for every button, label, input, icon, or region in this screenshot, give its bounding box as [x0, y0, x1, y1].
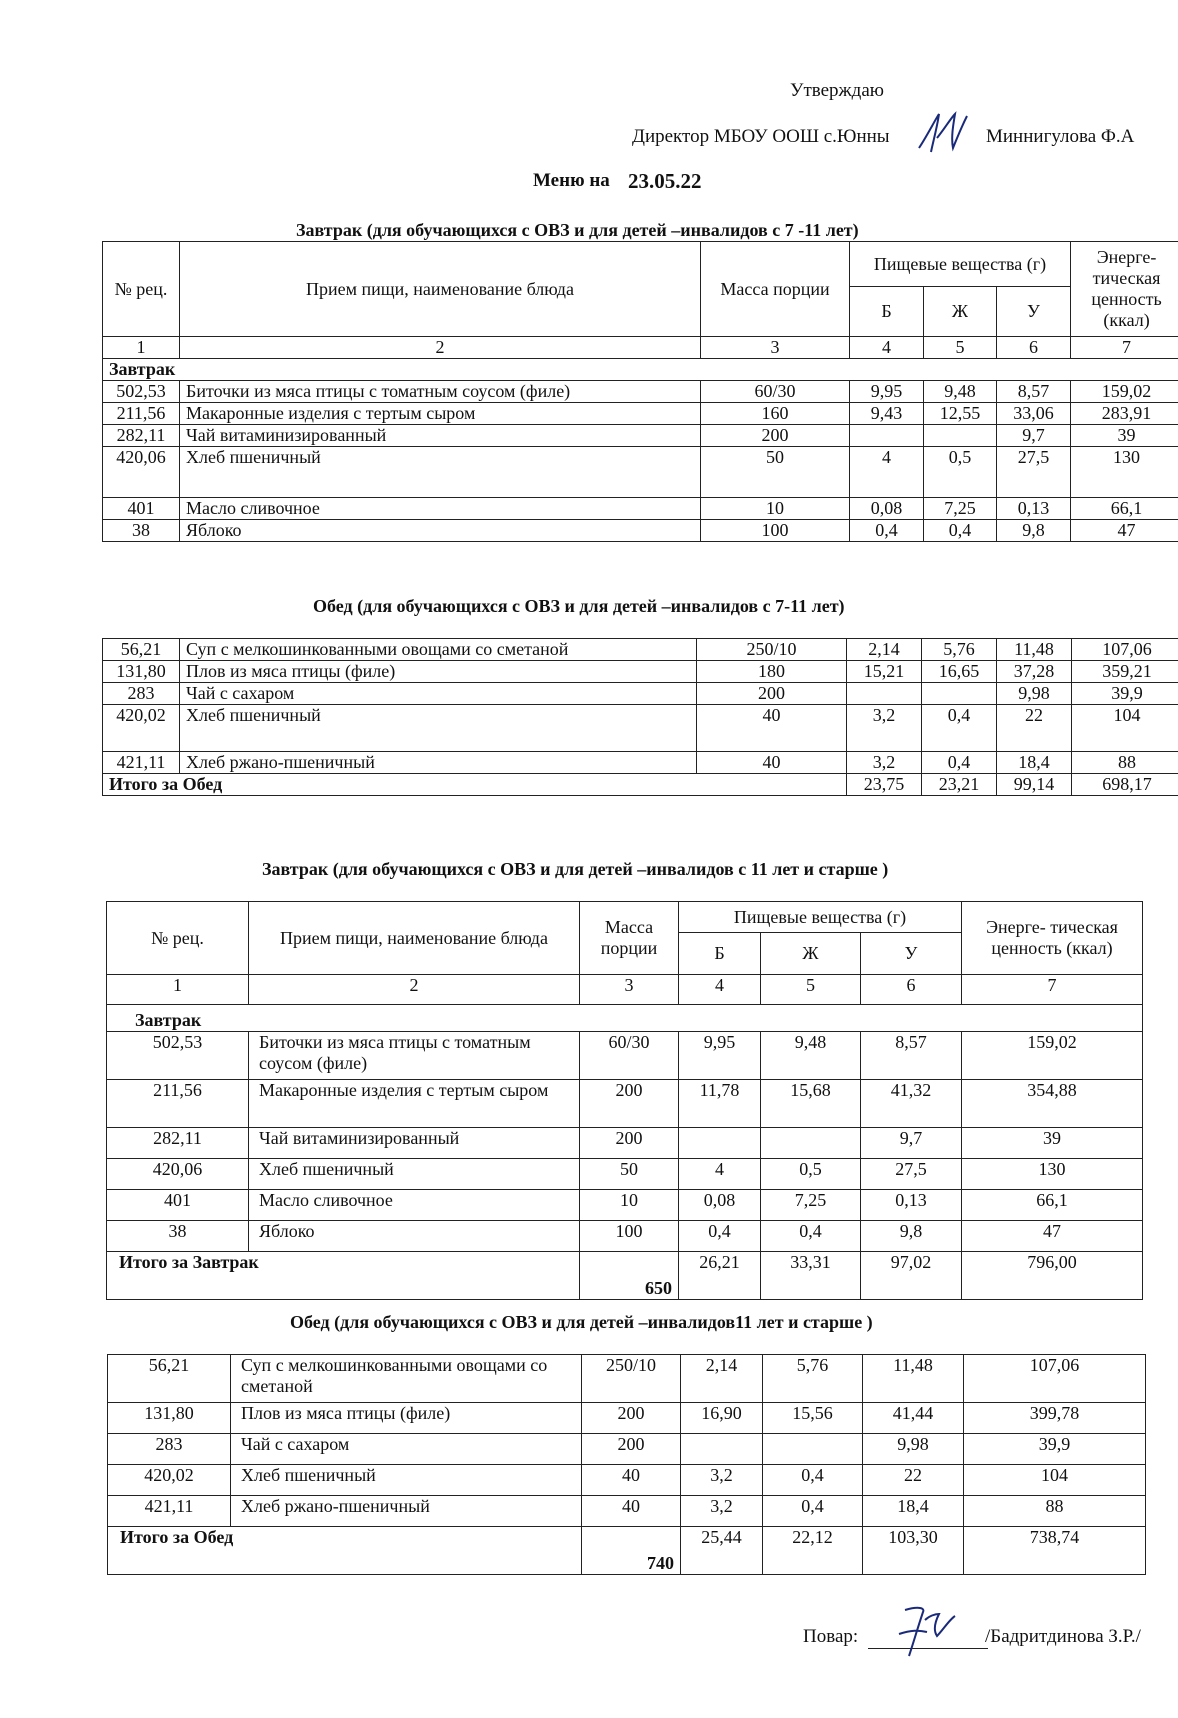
col-num: 3: [580, 975, 679, 1005]
cell-dish: Яблоко: [249, 1221, 580, 1252]
cell-num: 211,56: [103, 403, 180, 425]
table-breakfast-7-11: [102, 241, 1178, 542]
cell-zh: 0,5: [924, 447, 997, 498]
cell-num: 56,21: [108, 1355, 231, 1403]
cell-b: 3,2: [681, 1496, 763, 1527]
cell-zh: [761, 1128, 861, 1159]
cell-energy: 359,21: [1072, 661, 1178, 683]
cell-mass: 200: [580, 1080, 679, 1128]
cell-zh: 16,65: [922, 661, 997, 683]
cell-u: 27,5: [861, 1159, 962, 1190]
cell-u: 18,4: [863, 1496, 964, 1527]
cell-b: 2,14: [681, 1355, 763, 1403]
group-label: Завтрак: [107, 1005, 1143, 1032]
table-row: [103, 705, 1178, 752]
section-title-breakfast-11plus: Завтрак (для обучающихся с ОВЗ и для детей –инвалидов с 11 лет и старше ): [262, 859, 889, 879]
cook-label: Повар:: [803, 1626, 859, 1647]
total-zh: 23,21: [922, 774, 997, 796]
col-num: 3: [701, 337, 850, 359]
total-u: 99,14: [997, 774, 1072, 796]
cell-b: [850, 425, 924, 447]
cell-zh: 12,55: [924, 403, 997, 425]
table-row: [107, 1128, 1143, 1159]
cell-mass: 200: [580, 1128, 679, 1159]
col-num: 1: [107, 975, 249, 1005]
cell-energy: 159,02: [962, 1032, 1143, 1080]
cell-dish: Хлеб пшеничный: [231, 1465, 582, 1496]
cell-zh: 0,4: [763, 1496, 863, 1527]
total-b: 23,75: [847, 774, 922, 796]
cell-zh: 9,48: [761, 1032, 861, 1080]
total-row: [107, 1252, 1143, 1300]
cell-dish: Хлеб пшеничный: [180, 705, 697, 752]
cell-num: 420,02: [108, 1465, 231, 1496]
total-zh: 33,31: [761, 1252, 861, 1300]
cell-energy: 283,91: [1071, 403, 1178, 425]
cell-u: 22: [863, 1465, 964, 1496]
col-num: 5: [761, 975, 861, 1005]
total-energy: 796,00: [962, 1252, 1143, 1300]
cell-dish: Масло сливочное: [249, 1190, 580, 1221]
table-row: [107, 1190, 1143, 1221]
cell-dish: Хлеб ржано-пшеничный: [180, 752, 697, 774]
table-row: [108, 1403, 1146, 1434]
cell-num: 282,11: [107, 1128, 249, 1159]
table-row: [103, 425, 1178, 447]
cell-b: 0,08: [850, 498, 924, 520]
table-row: [107, 1159, 1143, 1190]
cell-energy: 354,88: [962, 1080, 1143, 1128]
cell-num: 211,56: [107, 1080, 249, 1128]
col-num: 4: [679, 975, 761, 1005]
cell-b: 3,2: [681, 1465, 763, 1496]
cell-b: 4: [679, 1159, 761, 1190]
col-num: 5: [924, 337, 997, 359]
total-u: 97,02: [861, 1252, 962, 1300]
col-header-b: Б: [679, 933, 761, 975]
cell-zh: [924, 425, 997, 447]
total-row: [108, 1527, 1146, 1575]
col-header-u: У: [997, 287, 1071, 337]
total-row: [103, 774, 1178, 796]
cell-u: 27,5: [997, 447, 1071, 498]
cell-b: 3,2: [847, 705, 922, 752]
table-lunch-11plus: [107, 1354, 1146, 1575]
col-header-num: № рец.: [103, 242, 180, 337]
table-lunch-7-11: [102, 638, 1178, 796]
col-header-u: У: [861, 933, 962, 975]
cell-u: 11,48: [863, 1355, 964, 1403]
col-header-dish: Прием пищи, наименование блюда: [249, 902, 580, 975]
cell-energy: 399,78: [964, 1403, 1146, 1434]
col-num: 7: [1071, 337, 1178, 359]
cell-mass: 40: [697, 705, 847, 752]
cell-mass: 200: [582, 1403, 681, 1434]
cell-num: 38: [103, 520, 180, 542]
col-num: 4: [850, 337, 924, 359]
cell-u: 0,13: [861, 1190, 962, 1221]
table-row: [108, 1434, 1146, 1465]
cell-u: 37,28: [997, 661, 1072, 683]
cell-dish: Суп с мелкошинкованными овощами со сметаной: [180, 639, 697, 661]
cell-u: 33,06: [997, 403, 1071, 425]
cell-dish: Хлеб пшеничный: [180, 447, 701, 498]
cell-mass: 40: [582, 1496, 681, 1527]
cell-num: 502,53: [107, 1032, 249, 1080]
cell-num: 420,06: [103, 447, 180, 498]
cell-energy: 66,1: [1071, 498, 1178, 520]
cell-dish: Плов из мяса птицы (филе): [231, 1403, 582, 1434]
cell-zh: 0,4: [924, 520, 997, 542]
cell-dish: Биточки из мяса птицы с томатным соусом (филе): [180, 381, 701, 403]
table-row: [107, 1080, 1143, 1128]
cell-num: 56,21: [103, 639, 180, 661]
cell-num: 421,11: [108, 1496, 231, 1527]
cell-u: 9,8: [997, 520, 1071, 542]
table-row: [103, 752, 1178, 774]
cell-energy: 104: [964, 1465, 1146, 1496]
cell-mass: 200: [697, 683, 847, 705]
col-num: 2: [249, 975, 580, 1005]
cell-num: 502,53: [103, 381, 180, 403]
director-title: Директор МБОУ ООШ с.Юнны: [632, 126, 890, 147]
cell-zh: 0,4: [922, 752, 997, 774]
cell-energy: 130: [1071, 447, 1178, 498]
cell-zh: 5,76: [763, 1355, 863, 1403]
col-num: 2: [180, 337, 701, 359]
menu-label: Меню на: [533, 170, 610, 191]
total-u: 103,30: [863, 1527, 964, 1575]
cell-u: 8,57: [861, 1032, 962, 1080]
cell-energy: 88: [964, 1496, 1146, 1527]
col-header-num: № рец.: [107, 902, 249, 975]
table-row: [103, 498, 1178, 520]
cell-energy: 39,9: [964, 1434, 1146, 1465]
cell-energy: 104: [1072, 705, 1178, 752]
cell-num: 421,11: [103, 752, 180, 774]
menu-date: 23.05.22: [628, 169, 702, 193]
table-row: [103, 381, 1178, 403]
group-label: Завтрак: [103, 359, 1178, 381]
total-b: 25,44: [681, 1527, 763, 1575]
cell-dish: Суп с мелкошинкованными овощами со сметаной: [231, 1355, 582, 1403]
cell-mass: 50: [701, 447, 850, 498]
table-row: [103, 447, 1178, 498]
table-row: [103, 403, 1178, 425]
cell-u: 9,8: [861, 1221, 962, 1252]
cell-mass: 160: [701, 403, 850, 425]
cell-b: 0,4: [850, 520, 924, 542]
cell-num: 38: [107, 1221, 249, 1252]
cell-b: 11,78: [679, 1080, 761, 1128]
cell-b: 16,90: [681, 1403, 763, 1434]
cell-dish: Яблоко: [180, 520, 701, 542]
cell-mass: 60/30: [701, 381, 850, 403]
cell-u: 9,7: [997, 425, 1071, 447]
cell-num: 283: [103, 683, 180, 705]
total-mass: 650: [580, 1252, 679, 1300]
total-zh: 22,12: [763, 1527, 863, 1575]
cell-b: [847, 683, 922, 705]
cell-zh: 7,25: [924, 498, 997, 520]
cell-b: 2,14: [847, 639, 922, 661]
cell-zh: 0,4: [922, 705, 997, 752]
cell-u: 9,98: [863, 1434, 964, 1465]
cell-dish: Масло сливочное: [180, 498, 701, 520]
section-title-lunch-11plus: Обед (для обучающихся с ОВЗ и для детей –инвалидов11 лет и старше ): [290, 1312, 873, 1332]
col-num: 6: [997, 337, 1071, 359]
cell-u: 41,44: [863, 1403, 964, 1434]
section-title-breakfast-7-11: Завтрак (для обучающихся с ОВЗ и для детей –инвалидов с 7 -11 лет): [296, 220, 859, 240]
table-row: [108, 1355, 1146, 1403]
cell-u: 0,13: [997, 498, 1071, 520]
total-mass: 740: [582, 1527, 681, 1575]
cell-u: 9,98: [997, 683, 1072, 705]
total-label: Итого за Завтрак: [107, 1252, 580, 1300]
cell-u: 9,7: [861, 1128, 962, 1159]
col-num: 1: [103, 337, 180, 359]
col-header-nutrients: Пищевые вещества (г): [850, 242, 1071, 287]
cell-num: 131,80: [108, 1403, 231, 1434]
col-num: 7: [962, 975, 1143, 1005]
cell-mass: 100: [580, 1221, 679, 1252]
cell-energy: 107,06: [1072, 639, 1178, 661]
table-row: [108, 1496, 1146, 1527]
cell-b: 3,2: [847, 752, 922, 774]
director-name: Миннигулова Ф.А: [986, 126, 1135, 147]
cell-mass: 40: [697, 752, 847, 774]
cell-num: 420,06: [107, 1159, 249, 1190]
col-number-row: [107, 975, 1143, 1005]
cell-b: [679, 1128, 761, 1159]
cell-u: 18,4: [997, 752, 1072, 774]
col-header-mass: Масса порции: [701, 242, 850, 337]
col-header-zh: Ж: [924, 287, 997, 337]
cell-zh: 5,76: [922, 639, 997, 661]
cell-dish: Биточки из мяса птицы с томатным соусом (филе): [249, 1032, 580, 1080]
col-header-nutrients: Пищевые вещества (г): [679, 902, 962, 933]
table-row: [103, 683, 1178, 705]
table-row: [107, 1032, 1143, 1080]
cook-name: /Бадритдинова З.Р./: [985, 1626, 1141, 1647]
table-breakfast-11plus: [106, 901, 1143, 1300]
cell-b: 15,21: [847, 661, 922, 683]
cell-b: 9,43: [850, 403, 924, 425]
col-header-energy: Энерге- тическая ценность (ккал): [962, 902, 1143, 975]
cell-u: 41,32: [861, 1080, 962, 1128]
cell-energy: 107,06: [964, 1355, 1146, 1403]
cell-dish: Чай с сахаром: [231, 1434, 582, 1465]
cell-b: 9,95: [679, 1032, 761, 1080]
table-row: [103, 639, 1178, 661]
cell-energy: 39: [962, 1128, 1143, 1159]
cell-mass: 10: [701, 498, 850, 520]
cell-u: 8,57: [997, 381, 1071, 403]
cell-u: 11,48: [997, 639, 1072, 661]
cell-zh: [922, 683, 997, 705]
table-row: [103, 661, 1178, 683]
cell-num: 420,02: [103, 705, 180, 752]
cell-b: 0,4: [679, 1221, 761, 1252]
cell-zh: 0,5: [761, 1159, 861, 1190]
cell-b: [681, 1434, 763, 1465]
cell-b: 0,08: [679, 1190, 761, 1221]
table-row: [108, 1465, 1146, 1496]
cell-dish: Чай с сахаром: [180, 683, 697, 705]
cell-energy: 88: [1072, 752, 1178, 774]
cell-zh: [763, 1434, 863, 1465]
cook-signature-icon: [895, 1600, 965, 1660]
cell-energy: 66,1: [962, 1190, 1143, 1221]
col-header-dish: Прием пищи, наименование блюда: [180, 242, 701, 337]
total-energy: 698,17: [1072, 774, 1178, 796]
cell-num: 401: [107, 1190, 249, 1221]
cell-zh: 15,68: [761, 1080, 861, 1128]
cell-mass: 10: [580, 1190, 679, 1221]
cell-b: 9,95: [850, 381, 924, 403]
cell-mass: 50: [580, 1159, 679, 1190]
cell-mass: 60/30: [580, 1032, 679, 1080]
cell-dish: Хлеб пшеничный: [249, 1159, 580, 1190]
col-header-zh: Ж: [761, 933, 861, 975]
cell-zh: 7,25: [761, 1190, 861, 1221]
col-number-row: [103, 337, 1178, 359]
total-label: Итого за Обед: [108, 1527, 582, 1575]
cell-dish: Чай витаминизированный: [180, 425, 701, 447]
cell-energy: 47: [1071, 520, 1178, 542]
total-b: 26,21: [679, 1252, 761, 1300]
approve-label: Утверждаю: [790, 80, 884, 101]
cell-mass: 250/10: [697, 639, 847, 661]
cell-mass: 250/10: [582, 1355, 681, 1403]
cell-energy: 39: [1071, 425, 1178, 447]
cell-zh: 15,56: [763, 1403, 863, 1434]
cell-num: 283: [108, 1434, 231, 1465]
cell-num: 131,80: [103, 661, 180, 683]
section-title-lunch-7-11: Обед (для обучающихся с ОВЗ и для детей –инвалидов с 7-11 лет): [313, 596, 845, 616]
cell-num: 401: [103, 498, 180, 520]
cell-energy: 159,02: [1071, 381, 1178, 403]
cell-mass: 180: [697, 661, 847, 683]
cell-energy: 39,9: [1072, 683, 1178, 705]
cell-zh: 9,48: [924, 381, 997, 403]
cell-dish: Хлеб ржано-пшеничный: [231, 1496, 582, 1527]
cell-mass: 200: [701, 425, 850, 447]
cell-b: 4: [850, 447, 924, 498]
total-energy: 738,74: [964, 1527, 1146, 1575]
cell-mass: 100: [701, 520, 850, 542]
cell-energy: 130: [962, 1159, 1143, 1190]
cell-dish: Плов из мяса птицы (филе): [180, 661, 697, 683]
cell-mass: 40: [582, 1465, 681, 1496]
cell-dish: Чай витаминизированный: [249, 1128, 580, 1159]
col-num: 6: [861, 975, 962, 1005]
cell-dish: Макаронные изделия с тертым сыром: [249, 1080, 580, 1128]
col-header-mass: Масса порции: [580, 902, 679, 975]
table-row: [107, 1221, 1143, 1252]
cell-energy: 47: [962, 1221, 1143, 1252]
cell-zh: 0,4: [763, 1465, 863, 1496]
table-row: [103, 520, 1178, 542]
cell-mass: 200: [582, 1434, 681, 1465]
col-header-b: Б: [850, 287, 924, 337]
cell-num: 282,11: [103, 425, 180, 447]
director-signature-icon: [915, 108, 975, 158]
cell-u: 22: [997, 705, 1072, 752]
col-header-energy: Энерге-тическая ценность (ккал): [1071, 242, 1178, 337]
cell-zh: 0,4: [761, 1221, 861, 1252]
cell-dish: Макаронные изделия с тертым сыром: [180, 403, 701, 425]
total-label: Итого за Обед: [103, 774, 847, 796]
